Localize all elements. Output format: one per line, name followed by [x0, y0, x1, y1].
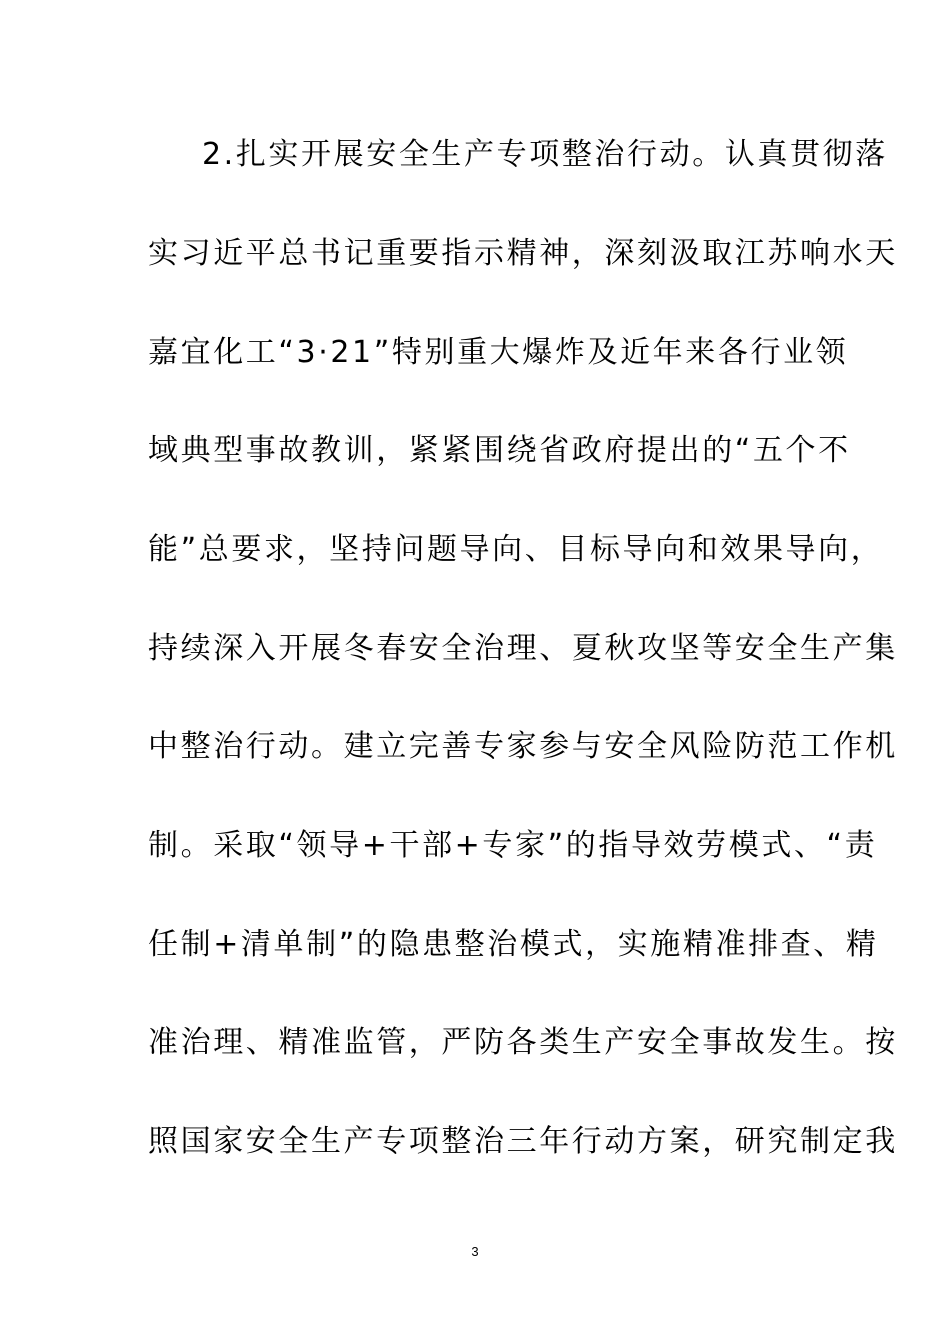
paragraph-line: 域典型事故教训，紧紧围绕省政府提出的“五个不	[148, 433, 851, 468]
paragraph-line: 制。采取“领导+干部+专家”的指导效劳模式、“责	[148, 828, 878, 863]
paragraph-line: 准治理、精准监管，严防各类生产安全事故发生。按	[148, 1025, 898, 1060]
paragraph-line: 嘉宜化工“3·21”特别重大爆炸及近年来各行业领	[148, 335, 849, 370]
paragraph-line: 持续深入开展冬春安全治理、夏秋攻坚等安全生产集	[148, 631, 898, 666]
page-number: 3	[471, 1244, 479, 1259]
paragraph-line: 实习近平总书记重要指示精神，深刻汲取江苏响水天	[148, 236, 898, 271]
paragraph-line: 能”总要求，坚持问题导向、目标导向和效果导向，	[148, 532, 884, 567]
paragraph-line: 任制+清单制”的隐患整治模式，实施精准排查、精	[148, 927, 879, 962]
paragraph-line: 中整治行动。建立完善专家参与安全风险防范工作机	[148, 729, 898, 764]
paragraph-line: 2.扎实开展安全生产专项整治行动。认真贯彻落	[202, 137, 888, 172]
paragraph-line: 照国家安全生产专项整治三年行动方案，研究制定我	[148, 1124, 898, 1159]
